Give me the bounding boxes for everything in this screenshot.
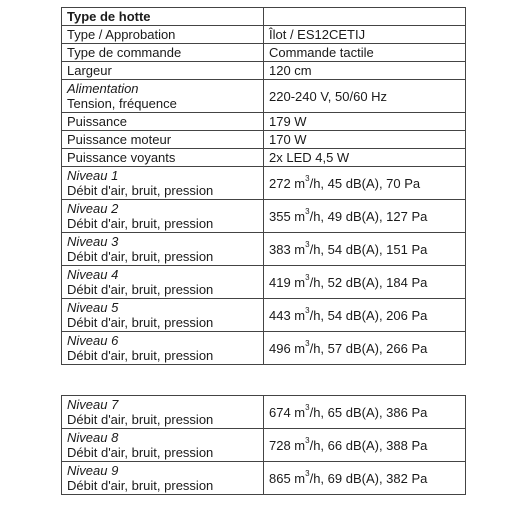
level-label-cell [62,396,264,429]
level-rest: /h, 57 dB(A), 266 Pa [309,340,428,356]
level-flow: 383 m [269,241,306,257]
level-flow: 865 m [269,470,306,486]
spec-table-continued [61,395,466,495]
level-label: Débit d'air, bruit, pression [67,282,214,297]
table-row [62,233,466,266]
level-value [264,167,466,200]
level-value [264,299,466,332]
unit-exponent: 3 [305,306,310,316]
level-name: Niveau 6 [67,333,119,348]
level-flow: 674 m [269,404,306,420]
table-row [62,113,466,131]
row-label: Puissance [62,113,264,131]
table-row [62,396,466,429]
unit-exponent: 3 [305,436,310,446]
level-name: Niveau 8 [67,430,119,445]
level-name: Niveau 7 [67,397,119,412]
level-rest: /h, 65 dB(A), 386 Pa [309,404,428,420]
level-flow: 419 m [269,274,306,290]
table-row [62,266,466,299]
level-label-cell [62,299,264,332]
level-label-cell [62,462,264,495]
level-label: Débit d'air, bruit, pression [67,249,214,264]
unit-exponent: 3 [305,240,310,250]
level-rest: /h, 52 dB(A), 184 Pa [309,274,428,290]
row-value: Îlot / ES12CETIJ [264,26,466,44]
level-label-cell [62,429,264,462]
row-value: 179 W [264,113,466,131]
level-label-cell [62,233,264,266]
header-label: Type de hotte [62,8,264,26]
table-row [62,62,466,80]
level-value [264,396,466,429]
table-row [62,429,466,462]
level-name: Niveau 9 [67,463,119,478]
level-label: Débit d'air, bruit, pression [67,445,214,460]
table-row [62,149,466,167]
level-value [264,429,466,462]
level-name: Niveau 3 [67,234,119,249]
level-rest: /h, 54 dB(A), 151 Pa [309,241,428,257]
level-label-cell [62,266,264,299]
level-name: Niveau 4 [67,267,119,282]
level-label-cell [62,167,264,200]
level-value [264,266,466,299]
unit-exponent: 3 [305,174,310,184]
level-label: Débit d'air, bruit, pression [67,478,214,493]
level-rest: /h, 45 dB(A), 70 Pa [309,175,421,191]
level-label: Débit d'air, bruit, pression [67,315,214,330]
level-label: Débit d'air, bruit, pression [67,348,214,363]
row-label: Largeur [62,62,264,80]
unit-exponent: 3 [305,207,310,217]
level-flow: 496 m [269,340,306,356]
level-value [264,200,466,233]
level-rest: /h, 66 dB(A), 388 Pa [309,437,428,453]
level-name: Niveau 1 [67,168,119,183]
table-row [62,26,466,44]
table-header-row [62,8,466,26]
row-value: 120 cm [264,62,466,80]
level-name: Niveau 2 [67,201,119,216]
level-flow: 355 m [269,208,306,224]
level-rest: /h, 54 dB(A), 206 Pa [309,307,428,323]
level-label: Débit d'air, bruit, pression [67,183,214,198]
unit-exponent: 3 [305,273,310,283]
table-row [62,44,466,62]
level-flow: 272 m [269,175,306,191]
table-row [62,131,466,149]
table-row [62,462,466,495]
row-label: Puissance moteur [62,131,264,149]
row-value: 220-240 V, 50/60 Hz [264,80,466,113]
level-label-cell [62,200,264,233]
row-label-cell [62,80,264,113]
level-flow: 728 m [269,437,306,453]
spec-table-main [61,7,466,365]
level-label: Débit d'air, bruit, pression [67,216,214,231]
row-label: Tension, fréquence [67,96,177,111]
row-label: Type / Approbation [62,26,264,44]
row-value: Commande tactile [264,44,466,62]
level-rest: /h, 69 dB(A), 382 Pa [309,470,428,486]
table-row [62,332,466,365]
level-rest: /h, 49 dB(A), 127 Pa [309,208,428,224]
unit-exponent: 3 [305,469,310,479]
table-row [62,200,466,233]
level-value [264,462,466,495]
level-value [264,332,466,365]
level-name: Niveau 5 [67,300,119,315]
table-row [62,80,466,113]
unit-exponent: 3 [305,403,310,413]
table-row [62,167,466,200]
level-label-cell [62,332,264,365]
row-label-italic: Alimentation [67,81,139,96]
header-value [264,8,466,26]
level-flow: 443 m [269,307,306,323]
table-row [62,299,466,332]
unit-exponent: 3 [305,339,310,349]
row-value: 2x LED 4,5 W [264,149,466,167]
level-value [264,233,466,266]
row-label: Type de commande [62,44,264,62]
row-value: 170 W [264,131,466,149]
row-label: Puissance voyants [62,149,264,167]
level-label: Débit d'air, bruit, pression [67,412,214,427]
